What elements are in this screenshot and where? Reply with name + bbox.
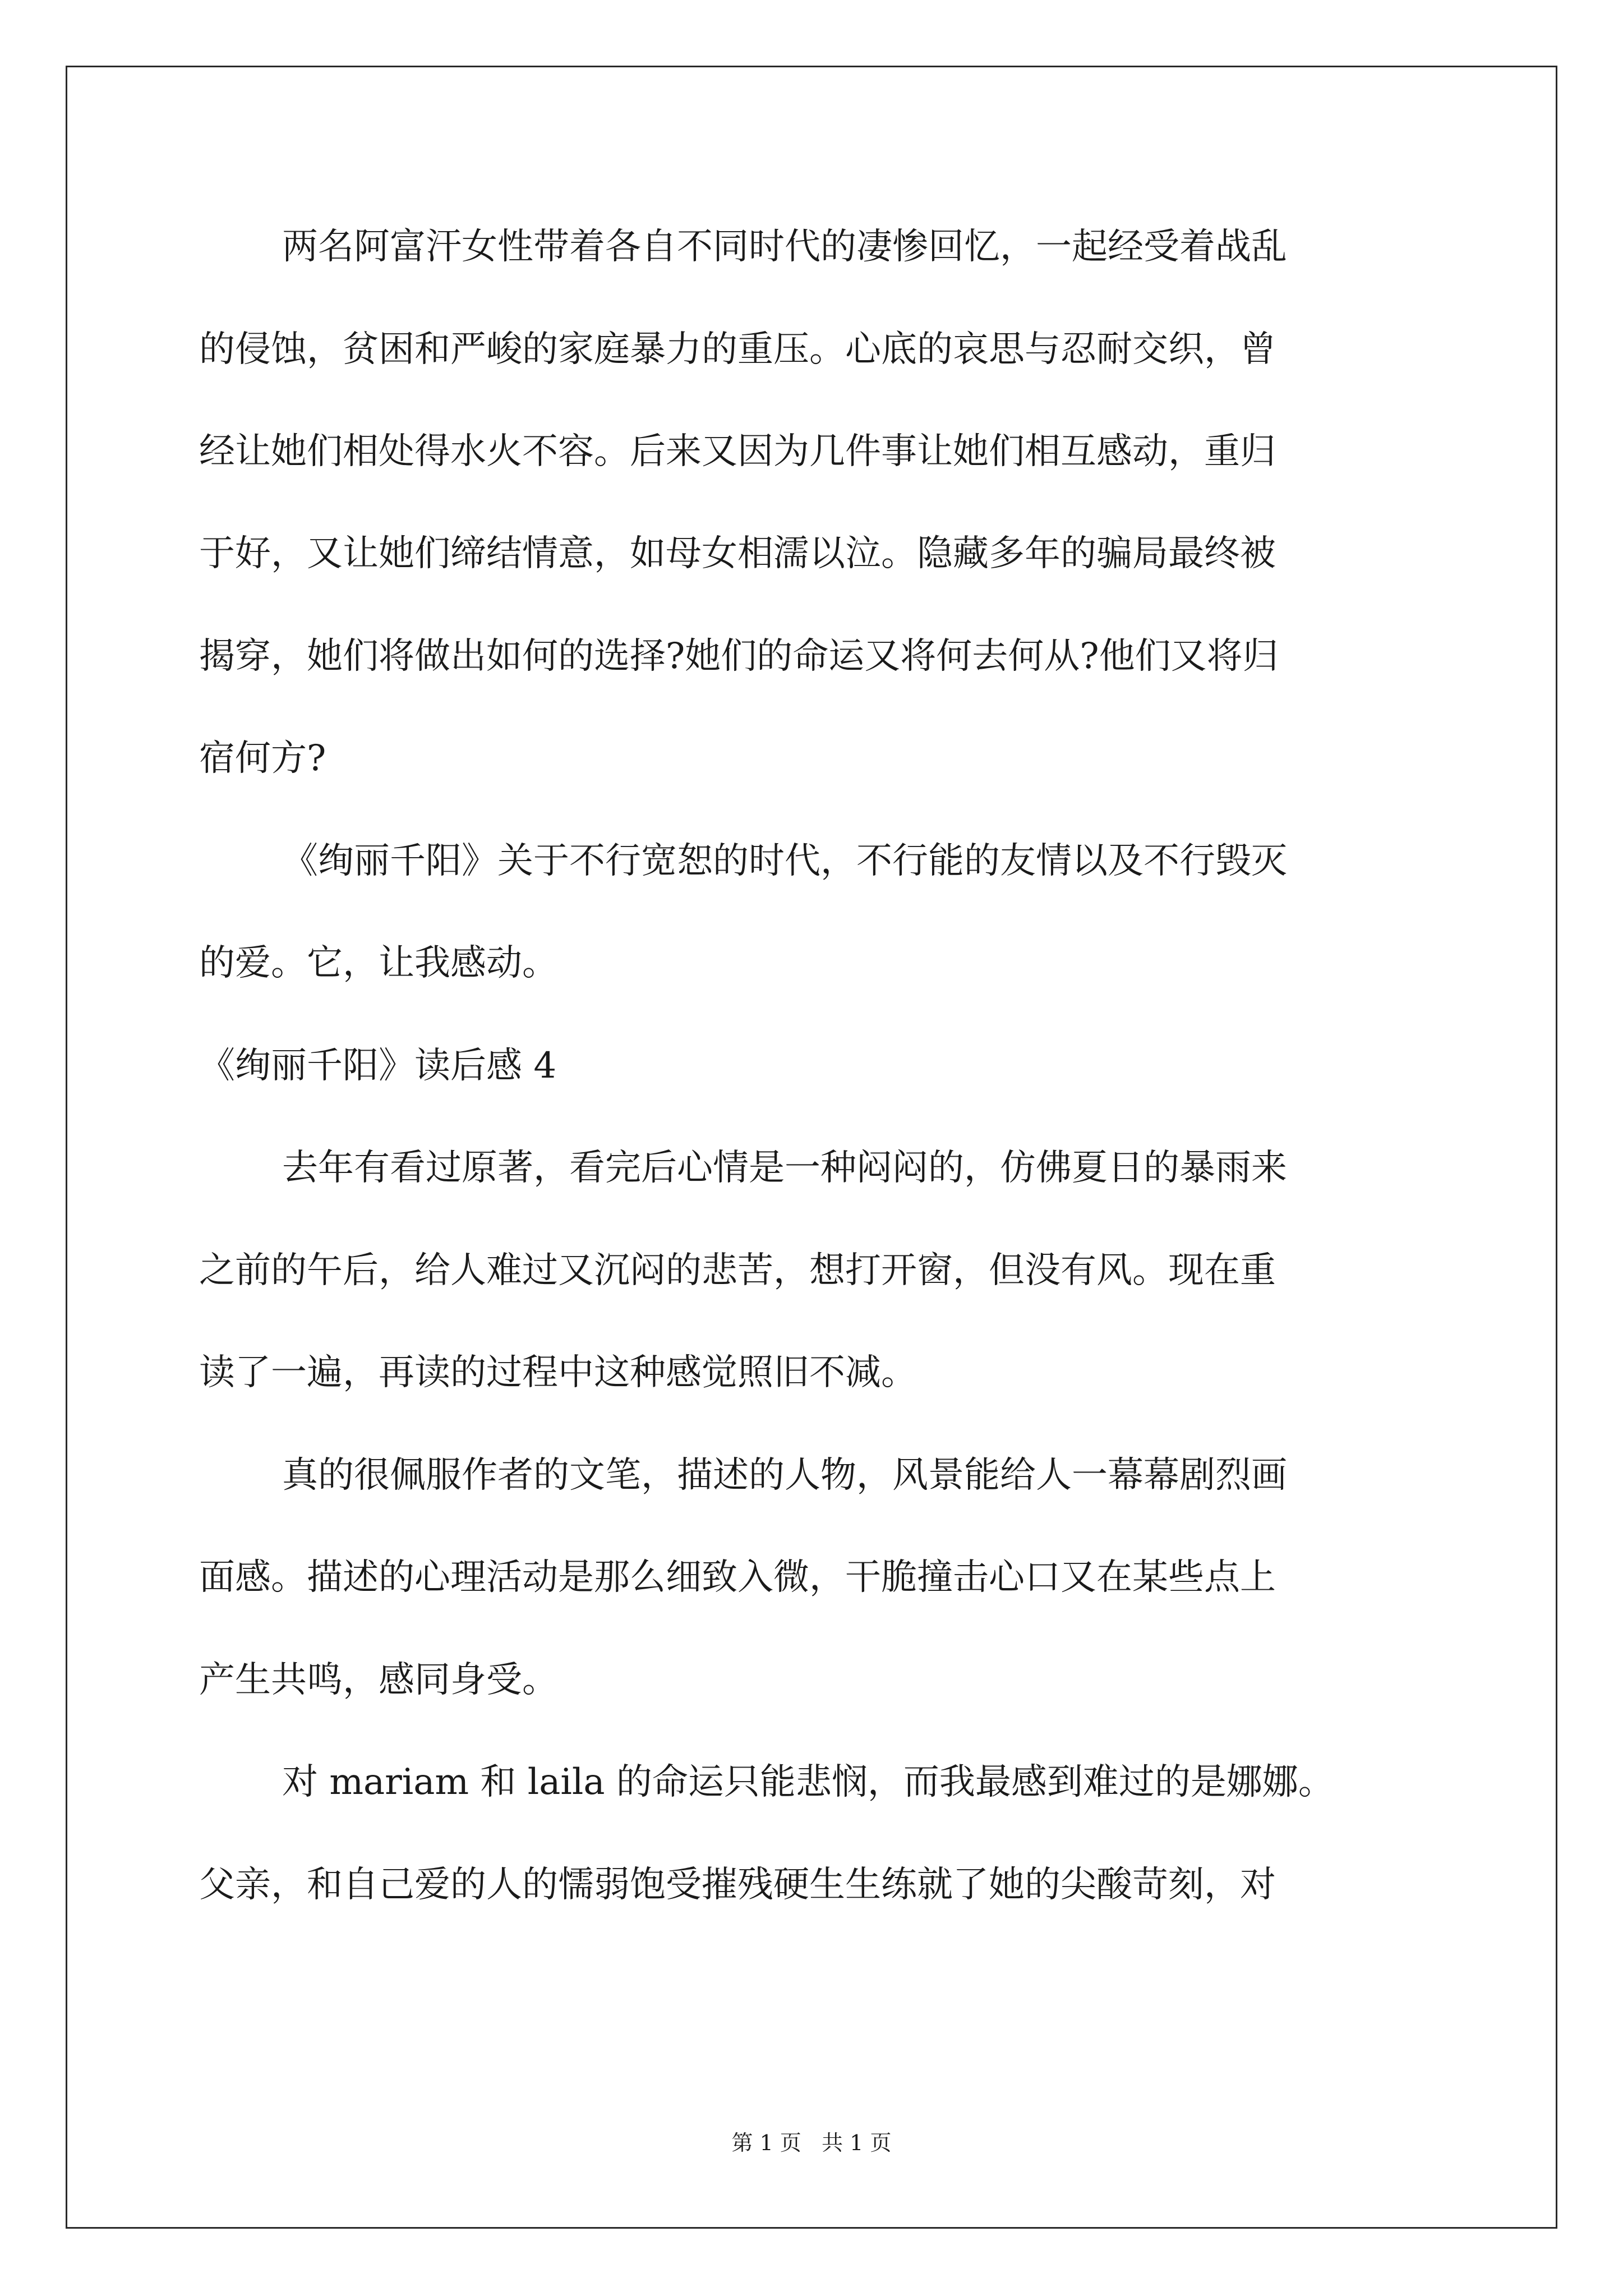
text-line: 揭穿，她们将做出如何的选择?她们的命运又将何去何从?他们又将归 (199, 636, 1279, 677)
text-line: 于好，又让她们缔结情意，如母女相濡以泣。隐藏多年的骗局最终被 (199, 533, 1276, 574)
text-line: 对 mariam 和 laila 的命运只能悲悯，而我最感到难过的是娜娜。 (282, 1761, 1334, 1803)
text-line: 面感。描述的心理活动是那么细致入微，干脆撞击心口又在某些点上 (199, 1557, 1276, 1598)
text-line: 读了一遍，再读的过程中这种感觉照旧不减。 (199, 1352, 917, 1393)
text-line: 宿何方? (199, 738, 326, 779)
text-line: 的侵蚀，贫困和严峻的家庭暴力的重压。心底的哀思与忍耐交织，曾 (199, 329, 1276, 370)
section-heading: 《绚丽千阳》读后感 4 (199, 1045, 557, 1087)
text-line: 《绚丽千阳》关于不行宽恕的时代，不行能的友情以及不行毁灭 (282, 840, 1287, 882)
text-line: 真的很佩服作者的文笔，描述的人物，风景能给人一幕幕剧烈画 (282, 1455, 1287, 1496)
text-line: 产生共鸣，感同身受。 (199, 1659, 558, 1701)
text-line: 父亲，和自己爱的人的懦弱饱受摧残硬生生练就了她的尖酸苛刻，对 (199, 1864, 1276, 1906)
text-line: 经让她们相处得水火不容。后来又因为几件事让她们相互感动，重归 (199, 431, 1276, 472)
text-line: 两名阿富汗女性带着各自不同时代的凄惨回忆，一起经受着战乱 (282, 226, 1287, 268)
text-line: 之前的午后，给人难过又沉闷的悲苦，想打开窗，但没有风。现在重 (199, 1250, 1276, 1291)
page-number-footer: 第 1 页 共 1 页 (731, 2131, 892, 2155)
text-line: 的爱。它，让我感动。 (199, 942, 558, 984)
text-line: 去年有看过原著，看完后心情是一种闷闷的，仿佛夏日的暴雨来 (282, 1147, 1287, 1189)
